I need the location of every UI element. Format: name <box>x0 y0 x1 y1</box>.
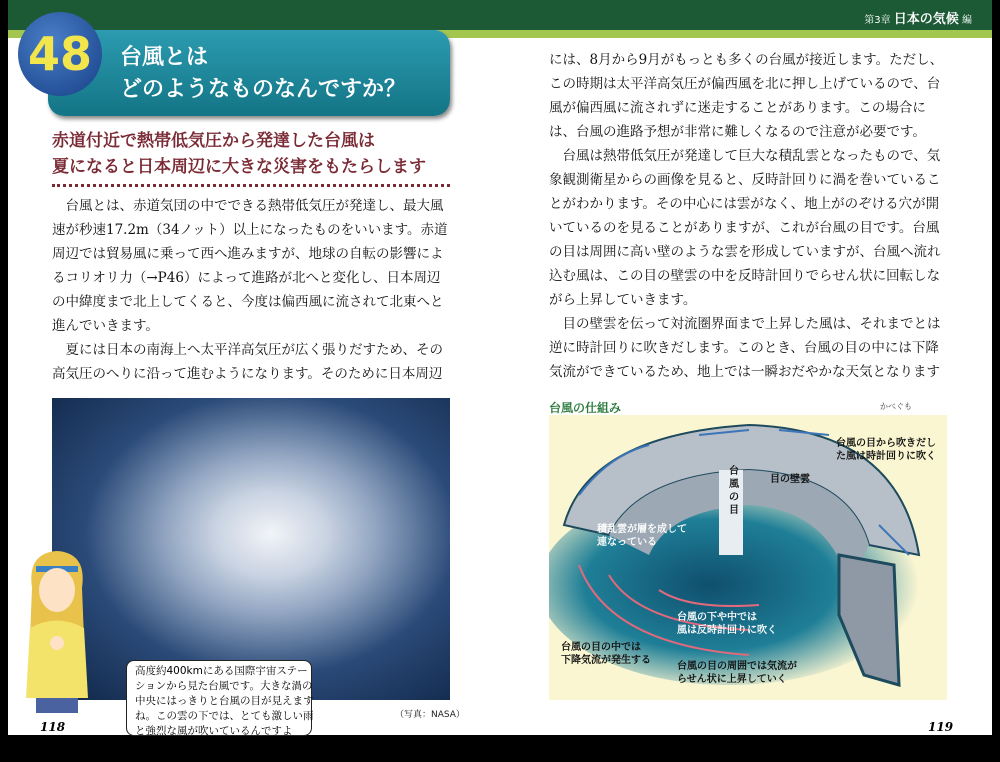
speech-bubble: 高度約400kmにある国際宇宙ステー ションから見た台風です。大きな渦の 中央にはっきりと台風の目が見えます ね。この雲の下では、とても激しい雨 と強烈な風が吹いているんですよ <box>126 660 312 736</box>
page-number-right: 119 <box>928 720 954 734</box>
label-downdraft: 台風の目の中では 下降気流が発生する <box>561 642 651 666</box>
label-eye: 台 風 の 目 <box>729 466 739 516</box>
subtitle: 赤道付近で熱帯低気圧から発達した台風は 夏になると日本周辺に大きな災害をもたらします <box>52 131 426 177</box>
right-body-text <box>549 48 949 384</box>
girl-illustration <box>22 548 92 713</box>
chapter-number: 第3章 <box>864 15 891 26</box>
header-band <box>8 0 992 30</box>
dotted-divider <box>52 184 450 187</box>
label-spiral: 台風の目の周囲では気流が らせん状に上昇していく <box>677 661 797 685</box>
question-number: 48 <box>18 12 102 96</box>
chapter-suffix: 編 <box>962 15 972 26</box>
paragraph: 台風は熱帯低気圧が発達して巨大な積乱雲となったもので、気象観測衛星からの画像を見ると、反時計回りに渦を巻いていることがわかります。その中心には雲がなく、地上がのぞける穴が開いているのを見ることがありますが、これが台風の目です。台風の目は周囲に高い壁のような雲を形成していますが、台風へ流れ込む風は、この目の壁雲の中を反時計回りでらせん状に回転しながら上昇していきます。 <box>549 148 941 308</box>
chapter-title: 日本の気候 <box>893 12 959 27</box>
label-eyewall: 目の壁雲 <box>770 474 810 485</box>
photo-credit: （写真：NASA） <box>395 710 465 720</box>
typhoon-photo <box>52 398 450 700</box>
page-number-left: 118 <box>40 720 66 734</box>
paragraph: 目の壁雲を伝って対流圏界面まで上昇した風は、それまでとは逆に時計回りに吹きだします。このとき、台風の目の中には下降気流ができているため、地上では一瞬おだやかな天気となります <box>549 316 941 380</box>
chapter-label <box>864 8 972 27</box>
paragraph: には、8月から9月がもっとも多くの台風が接近します。ただし、この時期は太平洋高気圧が偏西風を北に押し上げているので、台風が偏西風に流されずに迷走することがあります。この場合には、台風の進路予想が非常に難しくなるので注意が必要です。 <box>549 52 944 140</box>
question-title: 台風とは どのようなものなんですか？ <box>120 45 407 102</box>
diagram-title: 台風の仕組み <box>549 401 622 415</box>
label-outflow: 台風の目から吹きだし た風は時計回りに吹く <box>836 438 936 462</box>
paragraph: 夏には日本の南海上へ太平洋高気圧が広く張りだすため、その高気圧のへりに沿って進むようになります。そのために日本周辺 <box>52 342 443 382</box>
label-inflow: 台風の下や中では 風は反時計回りに吹く <box>677 612 777 636</box>
typhoon-diagram <box>549 415 947 700</box>
left-body-text <box>52 194 450 386</box>
paragraph: 台風とは、赤道気団の中でできる熱帯低気圧が発達し、最大風速が秒速17.2m（34ノット）以上になったものをいいます。赤道周辺では貿易風に乗って西へ進みますが、地球の自転の影響によるコリオリ力（→P46）によって進路が北へと変化し、日本周辺の中緯度まで北上してくると、今度は偏西風に流されて北東へと進んでいきます。 <box>52 198 448 334</box>
label-cumulonimbus: 積乱雲が層を成して 連なっている <box>597 524 687 548</box>
ruby-annotation: かべぐも <box>880 402 912 411</box>
